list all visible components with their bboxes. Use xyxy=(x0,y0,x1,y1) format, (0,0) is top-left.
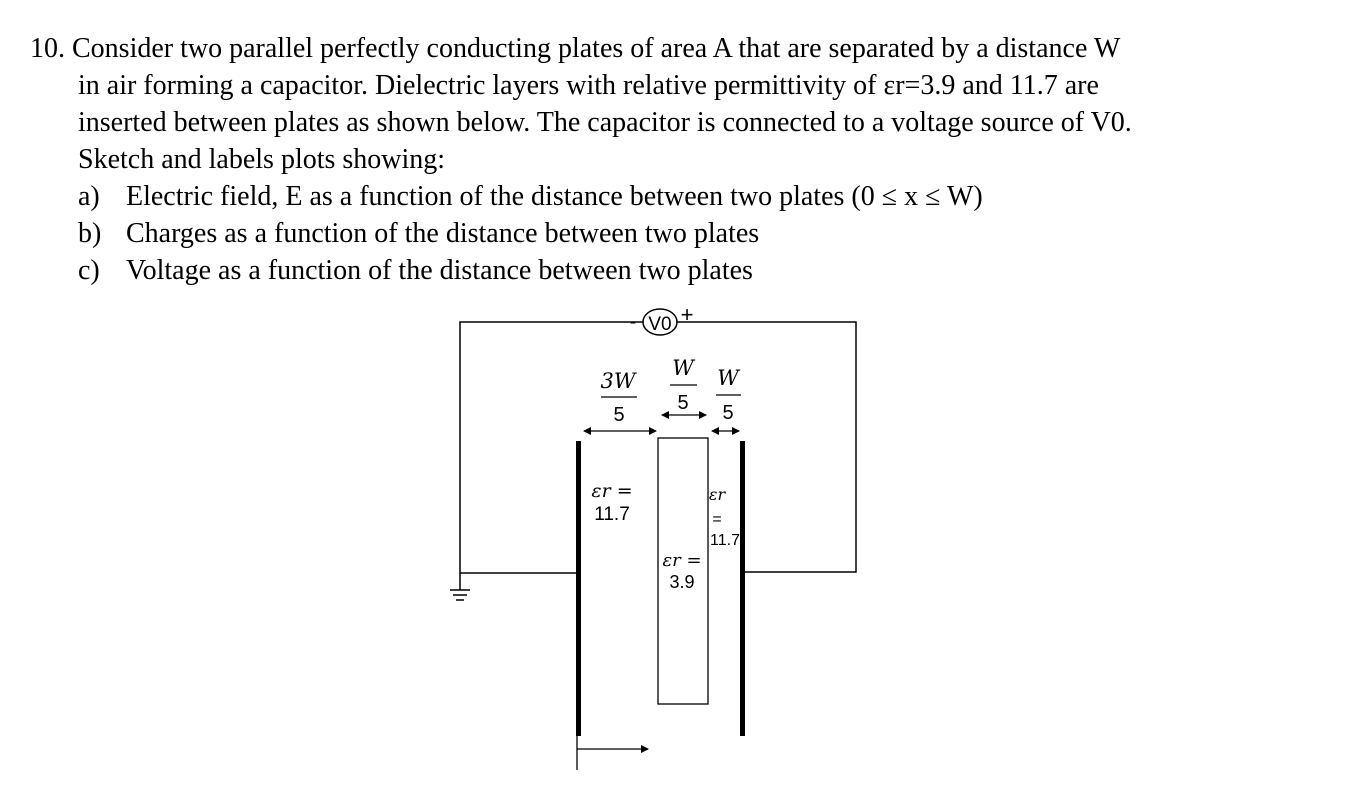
layer1-label xyxy=(591,480,632,525)
part-c-text: Voltage as a function of the distance between two plates xyxy=(126,255,753,286)
layer2-label xyxy=(662,550,701,592)
source-plus-sign: + xyxy=(680,302,694,327)
layer3-equals: = xyxy=(712,511,722,528)
part-b-text: Charges as a function of the distance between two plates xyxy=(126,218,760,249)
part-a-letter: a) xyxy=(78,181,100,212)
problem-line-2: in air forming a capacitor. Dielectric layers with relative permittivity of εr=3.9 and 11.7 are xyxy=(78,70,1099,101)
right-plate xyxy=(740,441,745,736)
right-wire xyxy=(676,322,856,572)
dielectric-layer-3-9 xyxy=(658,438,708,704)
layer2-eps: εr = xyxy=(662,550,702,571)
problem-line-4: Sketch and labels plots showing: xyxy=(78,144,446,175)
layer3-label xyxy=(709,485,740,549)
voltage-source-label: V0 xyxy=(648,314,672,335)
source-minus-sign: - xyxy=(629,311,637,333)
dim3-denominator: 5 xyxy=(722,402,734,424)
problem-number: 10. xyxy=(30,33,65,64)
part-b-letter: b) xyxy=(78,218,102,249)
left-plate xyxy=(576,441,581,736)
layer1-value: 11.7 xyxy=(594,504,630,525)
layer2-value: 3.9 xyxy=(669,572,695,592)
layer1-eps: εr = xyxy=(591,480,633,502)
left-wire xyxy=(460,322,643,573)
layer3-eps: εr xyxy=(708,485,726,504)
dimension-w-5-right xyxy=(712,366,741,431)
problem-line-3: inserted between plates as shown below. The capacitor is connected to a voltage source of V0. xyxy=(78,107,1132,138)
x-origin-arrow xyxy=(577,736,648,770)
dim3-numerator: W xyxy=(717,366,739,390)
layer3-value: 11.7 xyxy=(710,532,740,549)
dim1-denominator: 5 xyxy=(613,404,625,426)
part-a-text: Electric field, E as a function of the distance between two plates (0 ≤ x ≤ W) xyxy=(126,181,983,212)
voltage-source xyxy=(630,302,694,335)
problem-text-1: Consider two parallel perfectly conducting plates of area A that are separated by a distance W xyxy=(72,33,1121,64)
dimension-w-5-middle xyxy=(662,356,706,415)
dim2-denominator: 5 xyxy=(677,392,689,414)
ground-icon xyxy=(450,590,470,600)
dim1-numerator: 3W xyxy=(600,369,636,393)
dimension-3w-5 xyxy=(584,369,656,431)
part-c-letter: c) xyxy=(78,255,100,286)
dim2-numerator: W xyxy=(672,356,694,380)
